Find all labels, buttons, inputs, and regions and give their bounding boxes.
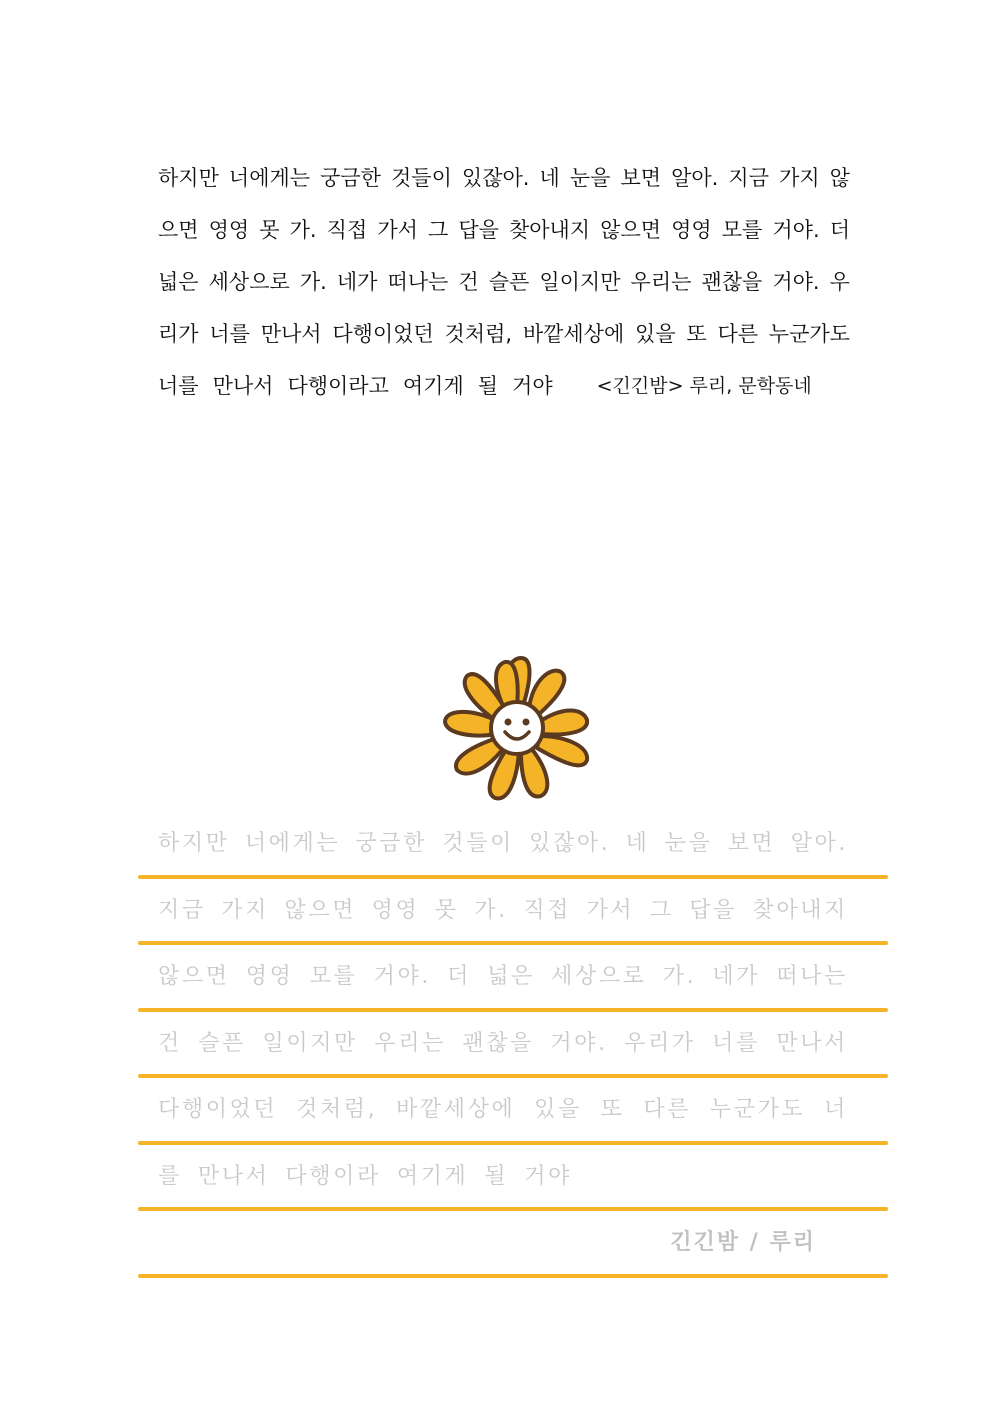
passage-word: 답을 [458, 218, 499, 242]
writing-guide-line [138, 1274, 888, 1278]
passage-word: 다른 [717, 322, 759, 346]
tracing-word: 찾아내지 [752, 897, 848, 923]
passage-line [158, 204, 850, 256]
tracing-word: 슬픈 [198, 1030, 247, 1056]
tracing-word: 거야. [550, 1030, 608, 1056]
passage-word: 보면 [620, 166, 662, 190]
tracing-text [158, 1159, 848, 1190]
passage-word: 영영 [208, 218, 250, 242]
tracing-word: 않으면 [284, 897, 357, 923]
passage-word: 리가 [158, 322, 199, 346]
passage-word: 넓은 [158, 270, 199, 294]
tracing-word: 바깥세상에 [396, 1097, 516, 1122]
passage-word: 못 [259, 218, 280, 242]
passage-line [158, 360, 850, 412]
tracing-word: 모를 [309, 964, 358, 989]
tracing-word: 것들이 [442, 831, 514, 856]
passage-word: 네 [539, 166, 560, 190]
passage-word: 우 [829, 270, 850, 294]
tracing-word: 답을 [689, 897, 737, 923]
passage-word: 있을 [635, 322, 676, 346]
passage-line [158, 308, 850, 360]
tracing-word: 더 [447, 964, 471, 989]
passage-word: 너를 [158, 374, 199, 398]
tracing-word: 너 [824, 1097, 848, 1122]
smiling-flower-icon [436, 656, 598, 802]
tracing-word: 될 [484, 1163, 509, 1189]
passage-word: 떠나는 [387, 270, 449, 294]
passage-word: 너에게는 [228, 166, 311, 190]
tracing-word: 눈을 [664, 831, 713, 856]
tracing-word: 직접 [523, 897, 572, 923]
tracing-word: 너에게는 [244, 831, 341, 856]
quote-passage [158, 152, 850, 412]
practice-row [138, 1012, 888, 1079]
tracing-word: 너를 [712, 1030, 760, 1056]
tracing-text [158, 893, 848, 924]
practice-row [138, 945, 888, 1012]
tracing-text [158, 1026, 848, 1057]
tracing-word: 를 [158, 1163, 182, 1189]
passage-word: 다행이라고 [287, 374, 389, 398]
tracing-word: 괜찮을 [462, 1030, 534, 1056]
book-citation: <긴긴밤> 루리, 문학동네 [596, 375, 812, 397]
tracing-word: 세상으로 [551, 964, 647, 989]
tracing-word: 지금 [158, 897, 206, 923]
tracing-word: 여기게 [396, 1163, 469, 1189]
passage-word: 만나서 [260, 322, 322, 346]
passage-word: 거야. [772, 218, 820, 242]
tracing-word: 못 [434, 897, 459, 923]
passage-word: 하지만 [158, 166, 219, 190]
passage-word: 일이지만 [539, 270, 621, 294]
passage-word: 우리는 [630, 270, 692, 294]
passage-word: 괜찮을 [701, 270, 763, 294]
tracing-word: 궁금한 [355, 831, 428, 856]
tracing-word: 것처럼, [296, 1097, 378, 1122]
tracing-word: 하지만 [158, 831, 230, 856]
passage-word: 가. [299, 270, 327, 294]
passage-word: 눈을 [569, 166, 611, 190]
practice-row [138, 1145, 888, 1212]
passage-word: 만나서 [212, 374, 274, 398]
tracing-word: 가지 [221, 897, 269, 923]
practice-row [138, 812, 888, 879]
tracing-word: 네가 [712, 964, 761, 989]
passage-word: 않으면 [600, 218, 662, 242]
tracing-word: 일이지만 [262, 1030, 358, 1056]
tracing-word: 다행이었던 [158, 1097, 278, 1122]
tracing-word: 건 [158, 1030, 182, 1056]
tracing-word: 영영 [245, 964, 294, 989]
passage-word: 건 [458, 270, 479, 294]
passage-word: 가. [289, 218, 317, 242]
passage-word: 가지 [779, 166, 820, 190]
tracing-word: 알아. [790, 831, 848, 856]
passage-word: 네가 [336, 270, 378, 294]
tracing-word: 누군가도 [709, 1097, 806, 1122]
tracing-word: 가. [474, 897, 508, 923]
tracing-word: 보면 [727, 831, 776, 856]
practice-row [138, 879, 888, 946]
handwriting-practice-sheet [138, 812, 888, 1278]
tracing-word: 만나서 [197, 1163, 270, 1189]
tracing-word: 만나서 [776, 1030, 848, 1056]
passage-word: 모를 [721, 218, 763, 242]
passage-word: 지금 [728, 166, 769, 190]
tracing-word: 또 [600, 1097, 625, 1122]
tracing-word: 않으면 [158, 964, 230, 989]
passage-word: 더 [829, 218, 850, 242]
passage-word: 그 [427, 218, 449, 242]
tracing-word: 다행이라 [285, 1163, 381, 1189]
passage-word: 거야. [772, 270, 820, 294]
passage-word: 다행이었던 [332, 322, 434, 346]
tracing-word: 거야 [524, 1163, 572, 1189]
tracing-text [158, 959, 848, 990]
passage-word: 찾아내지 [508, 218, 591, 242]
passage-word: 있잖아. [461, 166, 530, 190]
practice-row [138, 1078, 888, 1145]
passage-word: 직접 [326, 218, 368, 242]
tracing-word: 있을 [534, 1097, 582, 1122]
passage-word: 누군가도 [768, 322, 850, 346]
passage-word: 여기게 [402, 374, 464, 398]
tracing-text [158, 1092, 848, 1123]
tracing-word: 그 [649, 897, 674, 923]
tracing-text [158, 826, 848, 857]
passage-word: 또 [686, 322, 707, 346]
tracing-word: 있잖아. [529, 831, 611, 856]
tracing-word: 가. [662, 964, 697, 989]
passage-word: 으면 [158, 218, 199, 242]
passage-word: 영영 [671, 218, 712, 242]
passage-word: 가서 [377, 218, 418, 242]
tracing-word: 넓은 [487, 964, 535, 989]
tracing-word: 우리는 [374, 1030, 446, 1056]
passage-word: 너를 [209, 322, 250, 346]
passage-line [158, 152, 850, 204]
passage-line [158, 256, 850, 308]
passage-word: 거야 [512, 374, 553, 398]
passage-word: 것처럼, [444, 322, 513, 346]
passage-word: 않 [829, 166, 850, 190]
tracing-word: 거야. [373, 964, 431, 989]
passage-word: 세상으로 [208, 270, 290, 294]
tracing-word: 떠나는 [776, 964, 848, 989]
tracing-word: 다른 [643, 1097, 692, 1122]
tracing-word: 우리가 [624, 1030, 696, 1056]
passage-word: 바깥세상에 [522, 322, 625, 346]
tracing-word: 가서 [586, 897, 635, 923]
source-label: 긴긴밤 / 루리 [670, 1230, 816, 1255]
passage-word: 될 [477, 374, 499, 398]
passage-word: 것들이 [391, 166, 452, 190]
passage-word: 궁금한 [320, 166, 381, 190]
practice-row-source [138, 1211, 888, 1278]
tracing-word: 영영 [371, 897, 420, 923]
tracing-word: 네 [625, 831, 650, 856]
passage-word: 알아. [671, 166, 719, 190]
passage-word: 슬픈 [488, 270, 530, 294]
